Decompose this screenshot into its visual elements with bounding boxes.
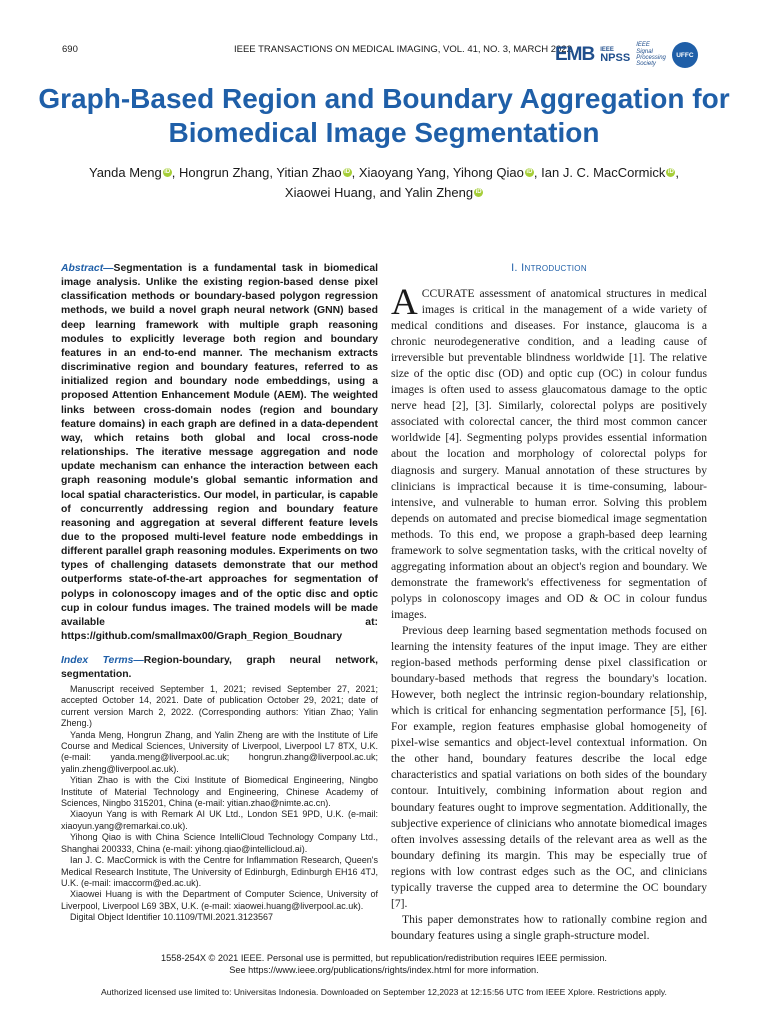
index-terms-label: Index Terms—: [61, 655, 144, 667]
orcid-icon[interactable]: iD: [667, 169, 674, 175]
emb-logo: EMB: [555, 44, 595, 65]
section-heading: I. Introduction: [511, 262, 587, 274]
left-column: [61, 262, 378, 683]
author-name: Hongrun Zhang: [178, 165, 270, 180]
author-name: Xiaoyang Yang: [358, 165, 446, 180]
uffc-logo: UFFC: [672, 42, 698, 68]
author-name: Yanda Meng: [88, 165, 162, 180]
author-separator: ,: [445, 165, 453, 180]
author-separator: ,: [533, 165, 542, 180]
footnote-affiliation: Yihong Qiao is with China Science IntelliCloud Technology Company Ltd., Shanghai 200333, China (e-mail: yihong.qiao@intellicloud.ai).: [61, 832, 378, 854]
right-column: [391, 262, 707, 944]
page-number: 690: [62, 44, 78, 55]
footnote-doi: Digital Object Identifier 10.1109/TMI.2021.3123567: [70, 912, 273, 923]
footnote-affiliation: Yanda Meng, Hongrun Zhang, and Yalin Zheng are with the Institute of Life Course and Medical Sciences, University of Liverpool, Liverpool L7 8TX, U.K. (e-mail: yanda.meng@liverpool.ac.uk; hongrun.zhang@liverpool.ac.uk; yalin.zheng@liverpool.ac.uk).: [61, 729, 378, 774]
society-logos: [555, 37, 698, 73]
footnote-affiliation: Ian J. C. MacCormick is with the Centre for Inflammation Research, Queen's Medical Research Institute, The University of Edinburgh, Edinburgh EH16 4TJ, U.K. (e-mail: imaccorm@ed.ac.uk).: [61, 855, 378, 888]
intro-paragraph-text: CCURATE assessment of anatomical structures in medical images is critical in the management of a wide variety of medical conditions and diseases. For instance, glaucoma is a chronic neurodegenerative condition, and a leading cause of irreversible but preventable blindness worldwide [1]. The relative size of the optic disc (OD) and optic cup (OC) in colour fundus images is often used to assess glaucomatous damage to the optic nerve head [2], [3]. Similarly, colorectal polyps are positively associated with colorectal cancer, the third most common cancer worldwide [4]. Segmenting polyps provides essential information about the location and morphology of colorectal polyps for diagnosis and surgery. Manual annotation of these structures by clinicians is impractical because it is time-consuming, labour-intensive, and vulnerable to human error. Solving this problem depends on automated and precise biomedical image segmentation methods. To this end, we propose a graph-based deep learning framework to solve segmentation tasks, with the critical novelty of aggregating information about an object's region and boundary. We demonstrate the framework's effectiveness for segmentation of polyps in colonoscopy images and OD & OC in colour fundus images.: [391, 287, 707, 621]
intro-paragraph: Previous deep learning based segmentation methods focused on learning the intensity features of the input image. They are either region-based methods performing dense pixel classification or boundary-based methods that regress the boundary's location. However, both neglect the intrinsic region-boundary relationship, which is critical for enhancing segmentation performance [5], [6]. For example, region features emphasise global homogeneity of pixel-wise semantics and object-level contextual information. On the other hand, boundary features describe the local edge characteristics and spatial variations on both sides of the boundary contour. Intuitively, combining information about region and boundary features ought to improve segmentation. Additionally, the subjective experience of clinicians who annotate biomedical images often involves assessing details of the relevant area as well as the boundary defining its margin. This may be especially true of regions with low contrast edges such as the OC, and clinicians typically traverse the cupped area to determine the OC boundary [7].: [391, 623, 707, 910]
sps-logo-line: Society: [636, 61, 656, 68]
sps-logo-line: IEEE: [636, 42, 650, 49]
author-separator: ,: [171, 165, 179, 180]
author-separator: ,: [351, 165, 359, 180]
orcid-icon[interactable]: iD: [475, 189, 482, 195]
index-terms: [61, 654, 378, 682]
abstract: [61, 262, 378, 644]
author-name: Ian J. C. MacCormick: [541, 165, 666, 180]
author-name: Xiaowei Huang: [284, 185, 373, 200]
npss-logo-top: IEEE: [600, 46, 614, 53]
footnotes: [61, 684, 378, 924]
journal-running-head: IEEE TRANSACTIONS ON MEDICAL IMAGING, VOL. 41, NO. 3, MARCH 2022: [234, 44, 572, 55]
copyright-notice: [0, 952, 768, 976]
author-separator: ,: [675, 165, 680, 180]
footnote-affiliation: Xiaoyun Yang is with Remark AI UK Ltd., London SE1 9PD, U.K. (e-mail: xiaoyun.yang@remarkai.co.uk).: [61, 809, 378, 831]
abstract-label: Abstract—: [61, 263, 114, 274]
npss-logo-text: NPSS: [600, 51, 631, 64]
npss-logo: [600, 47, 630, 64]
paper-title: Graph-Based Region and Boundary Aggregation for Biomedical Image Segmentation: [38, 83, 730, 148]
rights-line: See https://www.ieee.org/publications/rights/index.html for more information.: [229, 965, 539, 975]
index-terms-text: Region-boundary, graph neural network, segmentation.: [61, 655, 378, 681]
copyright-line: 1558-254X © 2021 IEEE. Personal use is permitted, but republication/redistribution requires IEEE permission.: [161, 953, 607, 963]
intro-paragraph: This paper demonstrates how to rationally combine region and boundary features using a single graph-structure model.: [391, 912, 707, 942]
download-notice: Authorized licensed use limited to: Universitas Indonesia. Downloaded on September 12,2023 at 12:15:56 UTC from IEEE Xplore. Restrictions apply.: [101, 987, 667, 997]
footnote-received: Manuscript received September 1, 2021; revised September 27, 2021; accepted October 14, 2021. Date of publication October 29, 2021; date of current version March 2, 2022. (Corresponding authors: Yitian Zhao; Yalin Zheng.): [61, 684, 378, 729]
introduction-body: [391, 282, 707, 944]
author-name: Yitian Zhao: [276, 165, 342, 180]
abstract-text: Segmentation is a fundamental task in biomedical image analysis. Unlike the existing region-based dense pixel classification methods or boundary-based polygon regression methods, we build a novel graph neural network (GNN) based deep learning framework with multiple graph reasoning modules to explicitly leverage both region and boundary features in an end-to-end manner. The mechanism extracts discriminative region and boundary features, referred to as initialized region and boundary node embeddings, using a proposed Attention Enhancement Module (AEM). The weighted links between cross-domain nodes (region and boundary feature domains) in each graph are defined in a data-dependent way, which retains both global and local cross-node relationships. The iterative message aggregation and node update mechanism can enhance the interaction between each graph reasoning module's global semantic information and local spatial characteristics. Our model, in particular, is capable of concurrently addressing region and boundary feature reasoning and aggregation at several different feature levels due to the proposed multi-level feature node embeddings in different parallel graph reasoning modules. Experiments on two types of challenging datasets demonstrate that our method outperforms state-of-the-art approaches for segmentation of polyps in colonoscopy images and of the optic disc and optic cup in colour fundus images. The trained models will be made available at: https://github.com/smallmax00/Graph_Region_Boudnary: [61, 263, 378, 643]
author-list: [40, 163, 728, 203]
sps-logo-line: Signal: [636, 48, 653, 55]
author-separator: ,: [269, 165, 277, 180]
author-name: Yihong Qiao: [452, 165, 524, 180]
footnote-affiliation: Xiaowei Huang is with the Department of Computer Science, University of Liverpool, Liverpool L69 3BX, U.K. (e-mail: xiaowei.huang@liverpool.ac.uk).: [61, 889, 378, 911]
drop-cap: A: [391, 282, 418, 323]
author-separator: , and: [372, 185, 405, 200]
author-name: Yalin Zheng: [404, 185, 474, 200]
intro-paragraph: [391, 282, 707, 623]
orcid-icon[interactable]: iD: [164, 169, 171, 175]
orcid-icon[interactable]: iD: [344, 169, 351, 175]
signal-processing-society-logo: [636, 42, 666, 67]
footnote-affiliation: Yitian Zhao is with the Cixi Institute of Biomedical Engineering, Ningbo Institute of Material Technology and Engineering, Chinese Academy of Sciences, Ningbo 315201, China (e-mail: yitian.zhao@nimte.ac.cn).: [61, 775, 378, 809]
sps-logo-line: Processing: [636, 55, 666, 61]
orcid-icon[interactable]: iD: [526, 169, 533, 175]
